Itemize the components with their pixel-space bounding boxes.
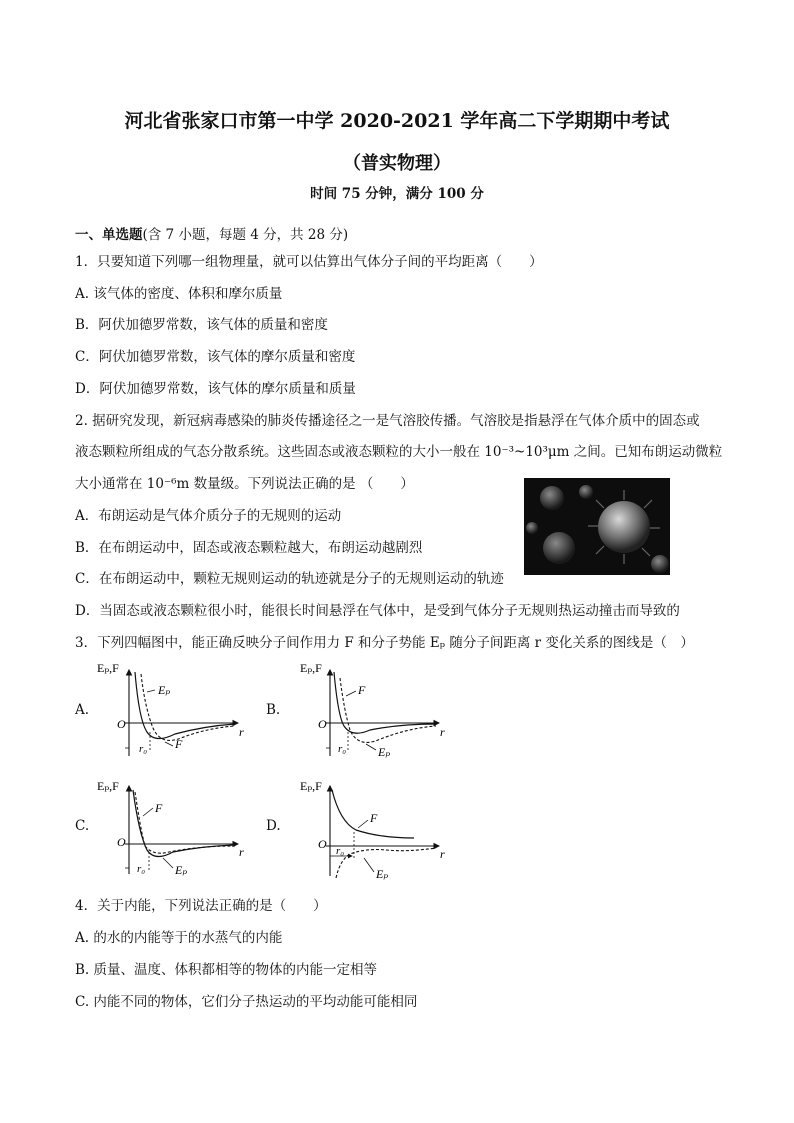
q4-option-c: C. 内能不同的物体，它们分子热运动的平均动能可能相同 (75, 994, 418, 1010)
graph-b (296, 660, 456, 760)
graph-a-x-label: r (239, 725, 244, 739)
graph-b-x-label: r (440, 725, 445, 739)
graph-b-curve2-label: Eₚ (378, 745, 391, 759)
graph-d-r0-label: r₀ (336, 845, 345, 857)
graph-a-origin: O (117, 717, 126, 731)
q1-option-a: A. 该气体的密度、体积和摩尔质量 (75, 286, 283, 302)
q1-stem: 1．只要知道下列哪一组物理量，就可以估算出气体分子间的平均距离（ ） (75, 254, 543, 270)
graph-d-origin: O (318, 837, 327, 851)
virus-image (524, 478, 670, 575)
q4-option-b: B. 质量、温度、体积都相等的物体的内能一定相等 (75, 962, 378, 978)
q2-stem-line2: 液态颗粒所组成的气态分散系统。这些固态或液态颗粒的大小一般在 10⁻³~10³μm 之间。已知布朗运动微粒 (75, 444, 723, 460)
graph-a-r0-label: r₀ (139, 743, 148, 755)
q1-option-c: C．阿伏加德罗常数，该气体的摩尔质量和密度 (75, 349, 356, 365)
q2-option-c: C．在布朗运动中，颗粒无规则运动的轨迹就是分子的无规则运动的轨迹 (75, 571, 504, 587)
graph-b-curve1-label: F (358, 683, 366, 697)
section-note: (含 7 小题，每题 4 分，共 28 分) (142, 227, 349, 243)
graph-c-x-label: r (239, 845, 244, 859)
section-heading: 一、单选题 (75, 227, 143, 243)
exam-subtitle: （普实物理） (343, 153, 451, 174)
q2-option-b: B．在布朗运动中，固态或液态颗粒越大，布朗运动越剧烈 (75, 540, 423, 556)
graph-d-axis-label: Eₚ,F (300, 779, 322, 793)
q3-stem: 3．下列四幅图中，能正确反映分子间作用力 F 和分子势能 Eₚ 随分子间距离 r 变化关系的图线是（ ） (75, 635, 694, 651)
q4-option-a: A. 的水的内能等于的水蒸气的内能 (75, 930, 283, 946)
q1-option-d: D．阿伏加德罗常数，该气体的摩尔质量和质量 (75, 381, 356, 397)
graph-c-origin: O (117, 835, 126, 849)
q2-option-a: A．布朗运动是气体介质分子的无规则的运动 (75, 508, 342, 524)
graph-c-option-label: C. (75, 818, 90, 834)
graph-d-curve1-label: F (370, 811, 378, 825)
graph-a-curve1-label: Eₚ (158, 683, 171, 697)
graph-c-r0-label: r₀ (137, 863, 146, 875)
graph-a (95, 660, 255, 760)
exam-info: 时间 75 分钟，满分 100 分 (310, 186, 484, 202)
graph-a-option-label: A. (75, 702, 90, 718)
graph-a-curve2-label: F (175, 737, 183, 751)
graph-b-origin: O (318, 717, 327, 731)
graph-b-r0-label: r₀ (338, 743, 347, 755)
graph-d-x-label: r (440, 847, 445, 861)
graph-c-curve1-label: F (155, 801, 163, 815)
exam-title: 河北省张家口市第一中学 2020-2021 学年高二下学期期中考试 (124, 110, 670, 132)
graph-b-option-label: B. (266, 702, 281, 718)
graph-d (296, 776, 456, 882)
section-heading-row (75, 225, 348, 245)
graph-a-axis-label: Eₚ,F (97, 661, 119, 675)
q1-option-b: B．阿伏加德罗常数，该气体的质量和密度 (75, 317, 328, 333)
q2-stem-line1: 2. 据研究发现，新冠病毒感染的肺炎传播途径之一是气溶胶传播。气溶胶是指悬浮在气体介质中的固态或 (75, 413, 700, 429)
graph-c-axis-label: Eₚ,F (97, 779, 119, 793)
graph-d-curve2-label: Eₚ (376, 867, 389, 881)
graph-c-curve2-label: Eₚ (175, 863, 188, 877)
graph-d-option-label: D. (266, 818, 281, 834)
q2-option-d: D．当固态或液态颗粒很小时，能很长时间悬浮在气体中，是受到气体分子无规则热运动撞击而导致的 (75, 603, 680, 619)
graph-b-axis-label: Eₚ,F (300, 661, 322, 675)
graph-c (95, 776, 255, 878)
q4-stem: 4．关于内能，下列说法正确的是（ ） (75, 898, 327, 914)
q2-stem-line3: 大小通常在 10⁻⁶m 数量级。下列说法正确的是 （ ） (75, 476, 414, 492)
